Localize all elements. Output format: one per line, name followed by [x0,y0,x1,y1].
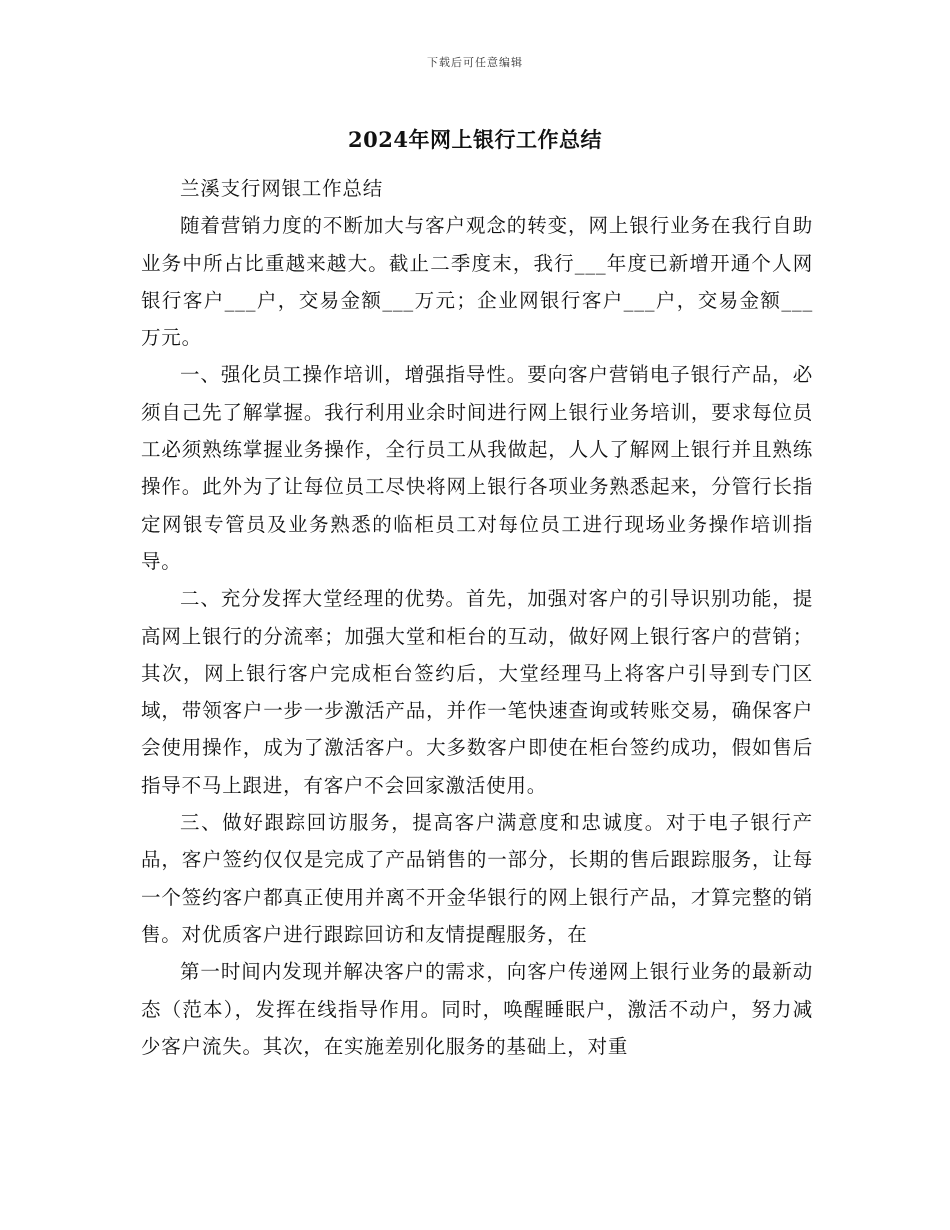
paragraph-section-2: 二、充分发挥大堂经理的优势。首先，加强对客户的引导识别功能，提高网上银行的分流率；加强大堂和柜台的互动，做好网上银行客户的营销；其次，网上银行客户完成柜台签约后，大堂经理马上将客户引导到专门区域，带领客户一步一步激活产品，并作一笔快速查询或转账交易，确保客户会使用操作，成为了激活客户。大多数客户即使在柜台签约成功，假如售后指导不马上跟进，有客户不会回家激活使用。 [141,587,813,797]
paragraph-intro: 随着营销力度的不断加大与客户观念的转变，网上银行业务在我行自助业务中所占比重越来越大。截止二季度末，我行___年度已新增开通个人网银行客户___户，交易金额___万元；企业网银行客户___户，交易金额___万元。 [141,214,813,350]
header-note: 下载后可任意编辑 [427,56,523,69]
paragraph-section-1: 一、强化员工操作培训，增强指导性。要向客户营销电子银行产品，必须自己先了解掌握。我行利用业余时间进行网上银行业务培训，要求每位员工必须熟练掌握业务操作，全行员工从我做起，人人了解网上银行并且熟练操作。此外为了让每位员工尽快将网上银行各项业务熟悉起来，分管行长指定网银专管员及业务熟悉的临柜员工对每位员工进行现场业务操作培训指导。 [141,363,813,573]
paragraph-subtitle: 兰溪支行网银工作总结 [180,177,384,200]
document-title: 2024年网上银行工作总结 [348,127,602,152]
paragraph-section-3: 三、做好跟踪回访服务，提高客户满意度和忠诚度。对于电子银行产品，客户签约仅仅是完成了产品销售的一部分，长期的售后跟踪服务，让每一个签约客户都真正使用并离不开金华银行的网上银行产品，才算完整的销售。对优质客户进行跟踪回访和友情提醒服务，在 [141,811,813,946]
document-body [141,170,813,1065]
paragraph-continuation: 第一时间内发现并解决客户的需求，向客户传递网上银行业务的最新动态（范本），发挥在线指导作用。同时，唤醒睡眠户，激活不动户，努力减少客户流失。其次，在实施差别化服务的基础上，对重 [141,960,813,1058]
